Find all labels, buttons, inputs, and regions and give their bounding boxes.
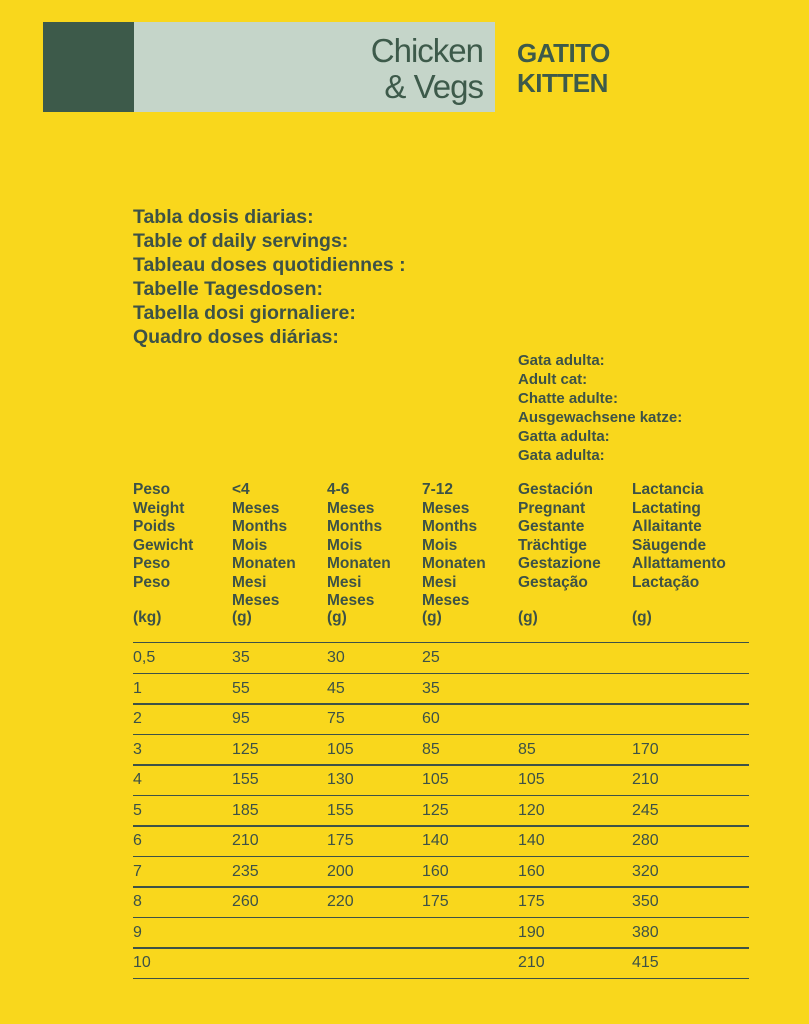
cell-weight: 1 (133, 679, 142, 697)
table-row (133, 796, 749, 827)
product-name (371, 33, 483, 105)
cell-weight: 9 (133, 923, 142, 941)
cell-7-12-months: 85 (422, 740, 440, 758)
cell-7-12-months: 35 (422, 679, 440, 697)
column-header-line: Mois (327, 536, 363, 554)
column-header-line: Lactancia (632, 481, 704, 498)
adult-cat-de: Ausgewachsene katze: (518, 409, 683, 426)
column-header-line: Poids (133, 518, 176, 535)
column-unit-pregnant: (g) (518, 609, 538, 626)
column-header-line: Meses (232, 499, 280, 517)
table-row (133, 735, 749, 766)
cell-4-6-months: 155 (327, 801, 354, 819)
column-header-line: Lactating (632, 499, 701, 517)
cell-4-6-months: 30 (327, 649, 345, 666)
cell-weight: 7 (133, 862, 142, 880)
column-header-line: Mesi (327, 573, 362, 591)
cell-weight: 10 (133, 954, 151, 971)
column-header-line: Gestante (518, 518, 585, 535)
column-header-line: Gestación (518, 481, 593, 498)
cell-weight: 0,5 (133, 649, 156, 666)
column-header-line: Säugende (632, 536, 707, 554)
cell-lactating: 380 (632, 923, 659, 941)
cell-4-6-months: 175 (327, 832, 354, 849)
column-header-lactating (632, 481, 726, 592)
cell-lactating: 415 (632, 954, 659, 971)
cell-4-6-months: 200 (327, 862, 354, 880)
column-header-line: Mesi (232, 573, 267, 591)
column-header-line: <4 (232, 481, 250, 498)
cell-pregnant: 140 (518, 832, 545, 849)
column-header-line: Months (232, 518, 288, 535)
table-row (133, 857, 749, 888)
cell-4-6-months: 130 (327, 771, 354, 788)
table-row (133, 887, 749, 918)
column-header-line: Monaten (232, 555, 296, 572)
column-header-line: Allaitante (632, 518, 702, 535)
column-unit-under-4-months: (g) (232, 609, 252, 626)
column-header-line: Gestazione (518, 555, 601, 572)
cell-7-12-months: 175 (422, 893, 449, 910)
column-header-line: Meses (422, 499, 470, 517)
title-pt: Quadro doses diárias: (133, 326, 339, 348)
column-header-line: Peso (133, 481, 171, 498)
cell-7-12-months: 160 (422, 862, 449, 880)
product-name-line-2: & Vegs (384, 68, 483, 105)
age-label-line-2: KITTEN (517, 68, 608, 98)
cell-under-4-months: 55 (232, 679, 250, 697)
cell-under-4-months: 35 (232, 649, 250, 666)
cell-7-12-months: 140 (422, 832, 449, 849)
cell-pregnant: 120 (518, 801, 545, 819)
adult-cat-fr: Chatte adulte: (518, 390, 619, 407)
adult-cat-es: Gata adulta: (518, 352, 605, 369)
column-header-line: Monaten (327, 555, 391, 572)
column-header-under-4-months (232, 481, 296, 611)
column-header-7-12-months (422, 481, 486, 611)
cell-lactating: 280 (632, 832, 659, 849)
cell-weight: 8 (133, 893, 142, 910)
table-row (133, 643, 749, 674)
cell-pregnant: 175 (518, 893, 545, 910)
cell-pregnant: 210 (518, 954, 545, 971)
column-unit-4-6-months: (g) (327, 609, 347, 626)
column-header-line: Weight (133, 499, 185, 517)
adult-cat-header (518, 351, 682, 465)
cell-lactating: 350 (632, 893, 659, 910)
title-es: Tabla dosis diarias: (133, 206, 314, 228)
column-unit-lactating: (g) (632, 609, 652, 626)
table-divider (133, 978, 749, 980)
adult-cat-en: Adult cat: (518, 371, 588, 388)
cell-pregnant: 105 (518, 771, 545, 788)
cell-under-4-months: 155 (232, 771, 259, 788)
column-header-line: Peso (133, 573, 171, 591)
column-header-line: Mois (422, 536, 458, 554)
column-header-line: Meses (327, 592, 375, 609)
product-name-line-1: Chicken (370, 32, 483, 69)
cell-4-6-months: 105 (327, 740, 354, 758)
title-it: Tabella dosi giornaliere: (133, 302, 356, 324)
cell-lactating: 245 (632, 801, 659, 819)
cell-under-4-months: 95 (232, 710, 250, 727)
cell-weight: 2 (133, 710, 142, 727)
cell-weight: 5 (133, 801, 142, 819)
column-header-line: Gestação (518, 573, 588, 591)
cell-under-4-months: 210 (232, 832, 259, 849)
cell-under-4-months: 125 (232, 740, 259, 758)
cell-pregnant: 85 (518, 740, 536, 758)
column-header-line: 7-12 (422, 481, 454, 498)
adult-cat-it: Gatta adulta: (518, 428, 610, 445)
table-row (133, 765, 749, 796)
column-header-line: Trächtige (518, 536, 587, 554)
column-header-line: Pregnant (518, 499, 586, 517)
brand-color-block (43, 22, 134, 112)
cell-4-6-months: 45 (327, 679, 345, 697)
table-row (133, 948, 749, 979)
cell-weight: 3 (133, 740, 142, 758)
cell-7-12-months: 125 (422, 801, 449, 819)
title-fr: Tableau doses quotidiennes : (133, 254, 406, 276)
cell-under-4-months: 260 (232, 893, 259, 910)
cell-7-12-months: 60 (422, 710, 440, 727)
product-banner (134, 22, 495, 112)
column-unit-weight: (kg) (133, 609, 162, 626)
adult-cat-pt: Gata adulta: (518, 447, 605, 464)
column-header-line: Mois (232, 536, 268, 554)
age-label-line-1: GATITO (517, 38, 610, 68)
column-header-weight (133, 481, 193, 592)
column-header-line: Mesi (422, 573, 457, 591)
cell-pregnant: 160 (518, 862, 545, 880)
cell-7-12-months: 25 (422, 649, 440, 666)
table-row (133, 918, 749, 949)
cell-7-12-months: 105 (422, 771, 449, 788)
cell-lactating: 210 (632, 771, 659, 788)
table-row (133, 674, 749, 705)
cell-pregnant: 190 (518, 923, 545, 941)
column-header-line: 4-6 (327, 481, 350, 498)
table-title (133, 205, 406, 349)
cell-under-4-months: 185 (232, 801, 259, 819)
title-en: Table of daily servings: (133, 230, 349, 252)
title-de: Tabelle Tagesdosen: (133, 278, 323, 300)
table-row (133, 704, 749, 735)
column-header-line: Lactação (632, 573, 700, 591)
column-header-line: Months (327, 518, 383, 535)
column-header-line: Meses (232, 592, 280, 609)
cell-weight: 6 (133, 832, 142, 849)
column-header-line: Monaten (422, 555, 486, 572)
column-header-line: Meses (422, 592, 470, 609)
column-header-line: Peso (133, 555, 171, 572)
column-unit-7-12-months: (g) (422, 609, 442, 626)
cell-under-4-months: 235 (232, 862, 259, 880)
cell-lactating: 170 (632, 740, 659, 758)
column-header-line: Allattamento (632, 555, 726, 572)
table-row (133, 826, 749, 857)
column-header-pregnant (518, 481, 601, 592)
column-header-line: Meses (327, 499, 375, 517)
column-header-line: Months (422, 518, 478, 535)
cell-4-6-months: 75 (327, 710, 345, 727)
cell-lactating: 320 (632, 862, 659, 880)
column-header-4-6-months (327, 481, 391, 611)
cell-weight: 4 (133, 771, 142, 788)
column-header-line: Gewicht (133, 536, 194, 554)
age-label (517, 38, 610, 98)
cell-4-6-months: 220 (327, 893, 354, 910)
